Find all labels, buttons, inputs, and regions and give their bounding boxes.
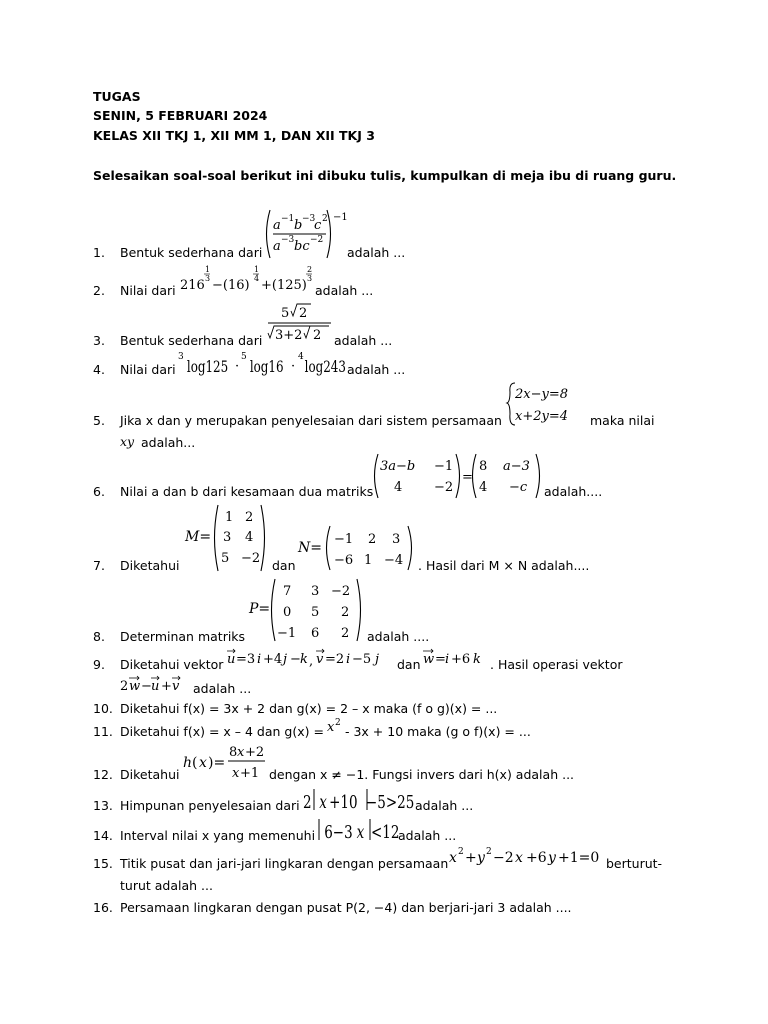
svg-text:c: c [314, 218, 322, 233]
question-text: Nilai dari [120, 362, 176, 377]
question-number: 3. [93, 333, 105, 348]
svg-text:2: 2 [335, 718, 341, 728]
svg-text:8: 8 [229, 745, 238, 760]
svg-text:=: = [435, 652, 446, 667]
math-formula-q4 [178, 350, 346, 378]
math-formula-q3 [267, 302, 333, 346]
svg-text:x: x [232, 766, 240, 781]
svg-text:1: 1 [254, 265, 260, 274]
svg-text:2: 2 [245, 510, 254, 525]
math-formula-q14 [317, 816, 399, 842]
svg-text:2: 2 [458, 847, 464, 857]
svg-text:−2: −2 [493, 850, 514, 866]
svg-text:−: − [141, 679, 152, 694]
question-number: 4. [93, 362, 105, 377]
question-text: Diketahui vektor [120, 657, 224, 672]
question-number: 13. [93, 798, 113, 813]
svg-text:8: 8 [479, 459, 488, 474]
question-text: adalah... [141, 435, 196, 450]
question-number: 12. [93, 767, 113, 782]
svg-text:4: 4 [479, 480, 488, 495]
question-text: adalah ... [398, 828, 457, 843]
svg-text:+6: +6 [526, 850, 547, 866]
svg-text:x: x [319, 792, 327, 813]
question-text: adalah .... [367, 629, 430, 644]
svg-text:k: k [473, 652, 481, 667]
math-formula-q2 [180, 263, 315, 295]
svg-text:−5>25: −5>25 [366, 792, 415, 813]
question-number: 2. [93, 283, 105, 298]
svg-text:2: 2 [322, 214, 328, 224]
svg-text:u: u [151, 679, 160, 694]
svg-text:a: a [273, 218, 281, 233]
svg-text:w: w [423, 652, 435, 667]
question-text: Determinan matriks [120, 629, 246, 644]
question-text: adalah ... [347, 245, 406, 260]
question-number: 5. [93, 413, 105, 428]
svg-text:log243: log243 [304, 358, 346, 377]
math-formula-q13 [303, 786, 415, 812]
svg-text:bc: bc [294, 239, 310, 254]
svg-text:i: i [445, 652, 450, 667]
svg-text:−1: −1 [333, 212, 348, 223]
svg-text:−2: −2 [434, 480, 454, 495]
svg-text:2: 2 [299, 306, 308, 321]
svg-text:2: 2 [341, 605, 350, 620]
svg-text:3: 3 [311, 584, 320, 599]
question-text: Nilai a dan b dari kesamaan dua matriks [120, 484, 374, 499]
svg-text:+: + [161, 679, 172, 694]
svg-text:−1: −1 [281, 214, 295, 224]
math-formula-q1 [264, 208, 349, 260]
math-formula-q6 [372, 453, 544, 499]
question-number: 8. [93, 629, 105, 644]
svg-text:=: = [462, 470, 473, 485]
svg-text:5: 5 [241, 352, 247, 362]
question-text: Bentuk sederhana dari [120, 333, 263, 348]
svg-text:6: 6 [311, 626, 320, 641]
question-text: Diketahui f(x) = x – 4 dan g(x) = [120, 724, 324, 739]
svg-text:log125: log125 [186, 358, 229, 377]
svg-text:,: , [309, 654, 314, 669]
svg-text:+10: +10 [329, 792, 358, 813]
svg-text:·: · [235, 359, 240, 374]
svg-text:−1: −1 [277, 626, 297, 641]
svg-text:x+2y=4: x+2y=4 [515, 409, 569, 424]
svg-text:−2: −2 [310, 235, 324, 245]
svg-text:2: 2 [341, 626, 350, 641]
doc-date: SENIN, 5 FEBRUARI 2024 [93, 108, 268, 123]
svg-text:0: 0 [283, 605, 292, 620]
question-text: berturut- [606, 856, 663, 871]
question-number: 9. [93, 657, 105, 672]
svg-text:b: b [294, 218, 303, 233]
svg-text:−1: −1 [434, 459, 454, 474]
instruction-text: Selesaikan soal-soal berikut ini dibuku tulis, kumpulkan di meja ibu di ruang guru. [93, 168, 677, 183]
question-text: turut adalah ... [120, 878, 213, 893]
svg-text:u: u [227, 652, 236, 667]
svg-text:−: − [290, 652, 301, 667]
question-number: 6. [93, 484, 105, 499]
svg-text:2: 2 [313, 328, 322, 343]
question-text: adalah ... [315, 283, 374, 298]
question-text: Bentuk sederhana dari [120, 245, 263, 260]
svg-text:1: 1 [205, 265, 211, 274]
svg-text:M=: M= [185, 529, 212, 545]
svg-text:w: w [129, 679, 141, 694]
svg-text:a: a [273, 239, 281, 254]
question-text: . Hasil operasi vektor [490, 657, 623, 672]
svg-text:·: · [291, 359, 296, 374]
svg-text:x: x [237, 745, 245, 760]
svg-text:3: 3 [307, 274, 313, 283]
question-number: 7. [93, 558, 105, 573]
svg-text:j: j [375, 652, 380, 667]
svg-text:2: 2 [486, 847, 492, 857]
question-text: Nilai dari [120, 283, 176, 298]
math-matrix-p [249, 577, 365, 643]
svg-text:−4: −4 [384, 553, 404, 568]
svg-text:−3: −3 [302, 214, 316, 224]
question-text: dan [272, 558, 296, 573]
svg-text:216: 216 [180, 278, 205, 293]
svg-text:+1: +1 [240, 766, 260, 781]
question-text: dengan x ≠ −1. Fungsi invers dari h(x) adalah ... [269, 767, 575, 782]
svg-text:2: 2 [307, 265, 313, 274]
svg-text:+1=0: +1=0 [558, 850, 600, 866]
question-text: adalah ... [193, 681, 252, 696]
svg-text:−5: −5 [352, 652, 372, 667]
question-text: Himpunan penyelesaian dari [120, 798, 300, 813]
svg-text:x: x [199, 755, 207, 771]
question-text: Interval nilai x yang memenuhi [120, 828, 316, 843]
math-matrix-m [185, 503, 270, 573]
svg-text:1: 1 [225, 510, 234, 525]
question-text: Jika x dan y merupakan penyelesaian dari sistem persamaan [120, 413, 502, 428]
svg-text:j: j [283, 652, 288, 667]
svg-text:x: x [327, 720, 335, 735]
question-text: - 3x + 10 maka (g o f)(x) = ... [345, 724, 531, 739]
svg-text:3a−b: 3a−b [380, 459, 416, 474]
question-text: dan [397, 657, 421, 672]
question-number: 1. [93, 245, 105, 260]
svg-text:−2: −2 [331, 584, 351, 599]
svg-text:3: 3 [392, 532, 401, 547]
math-x-squared [327, 717, 347, 737]
question-text: Diketahui [120, 767, 180, 782]
svg-text:2: 2 [368, 532, 377, 547]
svg-text:5: 5 [311, 605, 320, 620]
svg-text:3+2: 3+2 [275, 328, 303, 343]
svg-text:3: 3 [205, 274, 211, 283]
svg-text:2: 2 [303, 792, 312, 813]
question-text: . Hasil dari M × N adalah.... [418, 558, 590, 573]
question-text: adalah ... [347, 362, 406, 377]
doc-class: KELAS XII TKJ 1, XII MM 1, DAN XII TKJ 3 [93, 128, 375, 143]
svg-text:2: 2 [120, 679, 129, 694]
math-formula-q5 [507, 381, 592, 427]
math-matrix-n [298, 524, 420, 572]
question-number: 10. [93, 701, 113, 716]
svg-text:−1: −1 [334, 532, 354, 547]
svg-text:−6: −6 [334, 553, 354, 568]
question-number: 11. [93, 724, 113, 739]
svg-text:=2: =2 [325, 652, 345, 667]
math-formula-q12 [183, 741, 269, 781]
question-text: Titik pusat dan jari-jari lingkaran dengan persamaan [120, 856, 449, 871]
svg-text:N=: N= [298, 540, 322, 556]
svg-text:−c: −c [509, 480, 528, 495]
svg-text:+6: +6 [451, 652, 471, 667]
svg-text:+: + [465, 850, 477, 866]
svg-text:<12: <12 [371, 822, 400, 843]
math-variable: xy [120, 434, 135, 449]
question-text: Diketahui [120, 558, 180, 573]
svg-text:4: 4 [394, 480, 403, 495]
svg-text:−3: −3 [281, 235, 295, 245]
svg-text:+2: +2 [245, 745, 265, 760]
svg-text:4: 4 [254, 274, 260, 283]
math-vector-w [423, 646, 489, 670]
svg-text:−2: −2 [241, 551, 261, 566]
doc-title: TUGAS [93, 89, 141, 104]
math-vector-operation [120, 674, 190, 696]
svg-text:h: h [183, 755, 193, 771]
svg-text:(: ( [192, 755, 198, 771]
svg-text:5: 5 [281, 306, 290, 321]
svg-text:x: x [449, 850, 457, 866]
math-formula-q15 [449, 845, 607, 869]
svg-text:x: x [356, 822, 365, 843]
svg-text:log16: log16 [249, 358, 284, 377]
svg-text:7: 7 [283, 584, 292, 599]
svg-text:i: i [346, 652, 351, 667]
svg-text:)=: )= [208, 755, 226, 771]
svg-text:6−3: 6−3 [324, 822, 353, 843]
question-number: 15. [93, 856, 113, 871]
svg-text:a−3: a−3 [503, 459, 530, 474]
svg-text:5: 5 [221, 551, 230, 566]
question-text: Persamaan lingkaran dengan pusat P(2, −4) dan berjari-jari 3 adalah .... [120, 900, 572, 915]
svg-text:y: y [548, 850, 556, 866]
svg-text:+(125): +(125) [261, 278, 307, 293]
math-vectors-uv [227, 646, 393, 670]
svg-text:x: x [515, 850, 523, 866]
svg-text:v: v [172, 679, 180, 694]
question-text: maka nilai [590, 413, 655, 428]
svg-text:v: v [316, 652, 324, 667]
svg-text:=3: =3 [236, 652, 256, 667]
question-text: adalah ... [334, 333, 393, 348]
svg-text:4: 4 [245, 530, 254, 545]
svg-text:3: 3 [223, 530, 232, 545]
svg-text:i: i [257, 652, 262, 667]
svg-text:+4: +4 [263, 652, 283, 667]
question-text: Diketahui f(x) = 3x + 2 dan g(x) = 2 – x maka (f o g)(x) = ... [120, 701, 498, 716]
svg-text:2x−y=8: 2x−y=8 [515, 387, 569, 402]
question-text: adalah ... [415, 798, 474, 813]
svg-text:P=: P= [249, 601, 271, 617]
svg-text:y: y [477, 850, 485, 866]
question-number: 16. [93, 900, 113, 915]
svg-text:−(16): −(16) [212, 278, 250, 293]
question-number: 14. [93, 828, 113, 843]
svg-text:k: k [300, 652, 308, 667]
svg-text:3: 3 [178, 352, 184, 362]
svg-text:1: 1 [364, 553, 373, 568]
question-text: adalah.... [544, 484, 603, 499]
svg-text:4: 4 [298, 352, 304, 362]
